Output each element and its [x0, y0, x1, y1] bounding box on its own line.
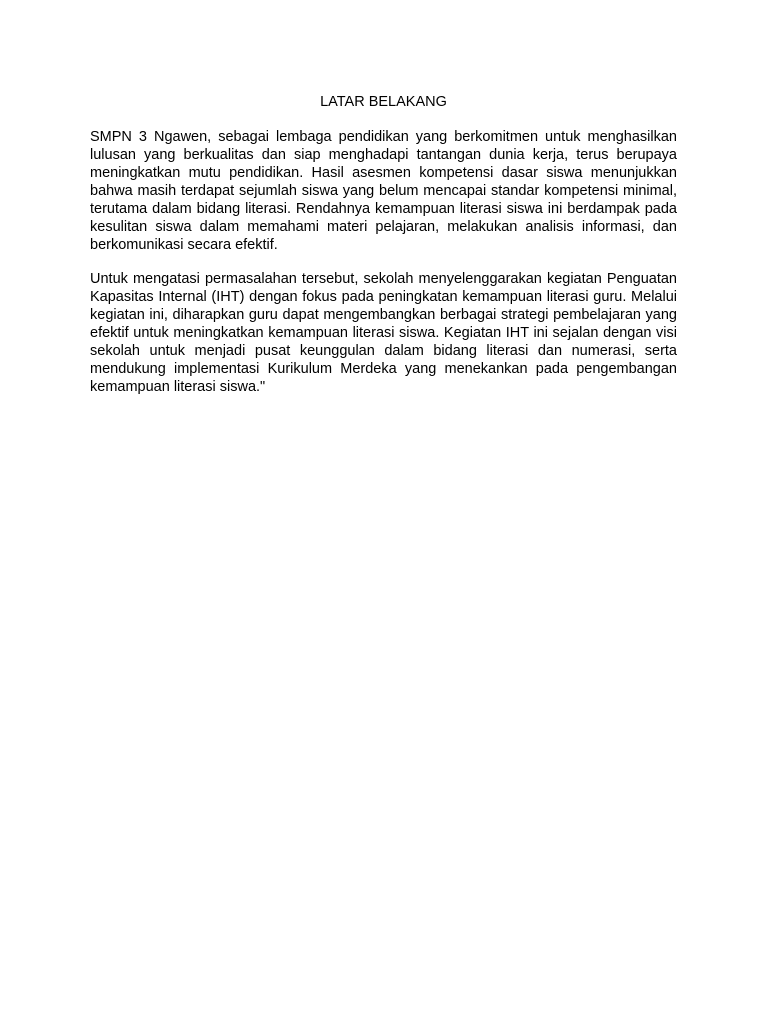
paragraph-2: Untuk mengatasi permasalahan tersebut, sekolah menyelenggarakan kegiatan Penguatan Kapasitas Internal (IHT) dengan fokus pada peningkatan kemampuan literasi guru. Melalui kegiatan ini, diharapkan guru dapat mengembangkan berbagai strategi pembelajaran yang efektif untuk meningkatkan kemampuan literasi siswa. Kegiatan IHT ini sejalan dengan visi sekolah untuk menjadi pusat keunggulan dalam bidang literasi dan numerasi, serta mendukung implementasi Kurikulum Merdeka yang menekankan pada pengembangan kemampuan literasi siswa." — [90, 271, 677, 395]
document-title: LATAR BELAKANG — [320, 94, 447, 110]
document-page — [90, 92, 677, 412]
paragraph-1: SMPN 3 Ngawen, sebagai lembaga pendidikan yang berkomitmen untuk menghasilkan lulusan yang berkualitas dan siap menghadapi tantangan dunia kerja, terus berupaya meningkatkan mutu pendidikan. Hasil asesmen kompetensi dasar siswa menunjukkan bahwa masih terdapat sejumlah siswa yang belum mencapai standar kompetensi minimal, terutama dalam bidang literasi. Rendahnya kemampuan literasi siswa ini berdampak pada kesulitan siswa dalam memahami materi pelajaran, melakukan analisis informasi, dan berkomunikasi secara efektif. — [90, 129, 677, 253]
